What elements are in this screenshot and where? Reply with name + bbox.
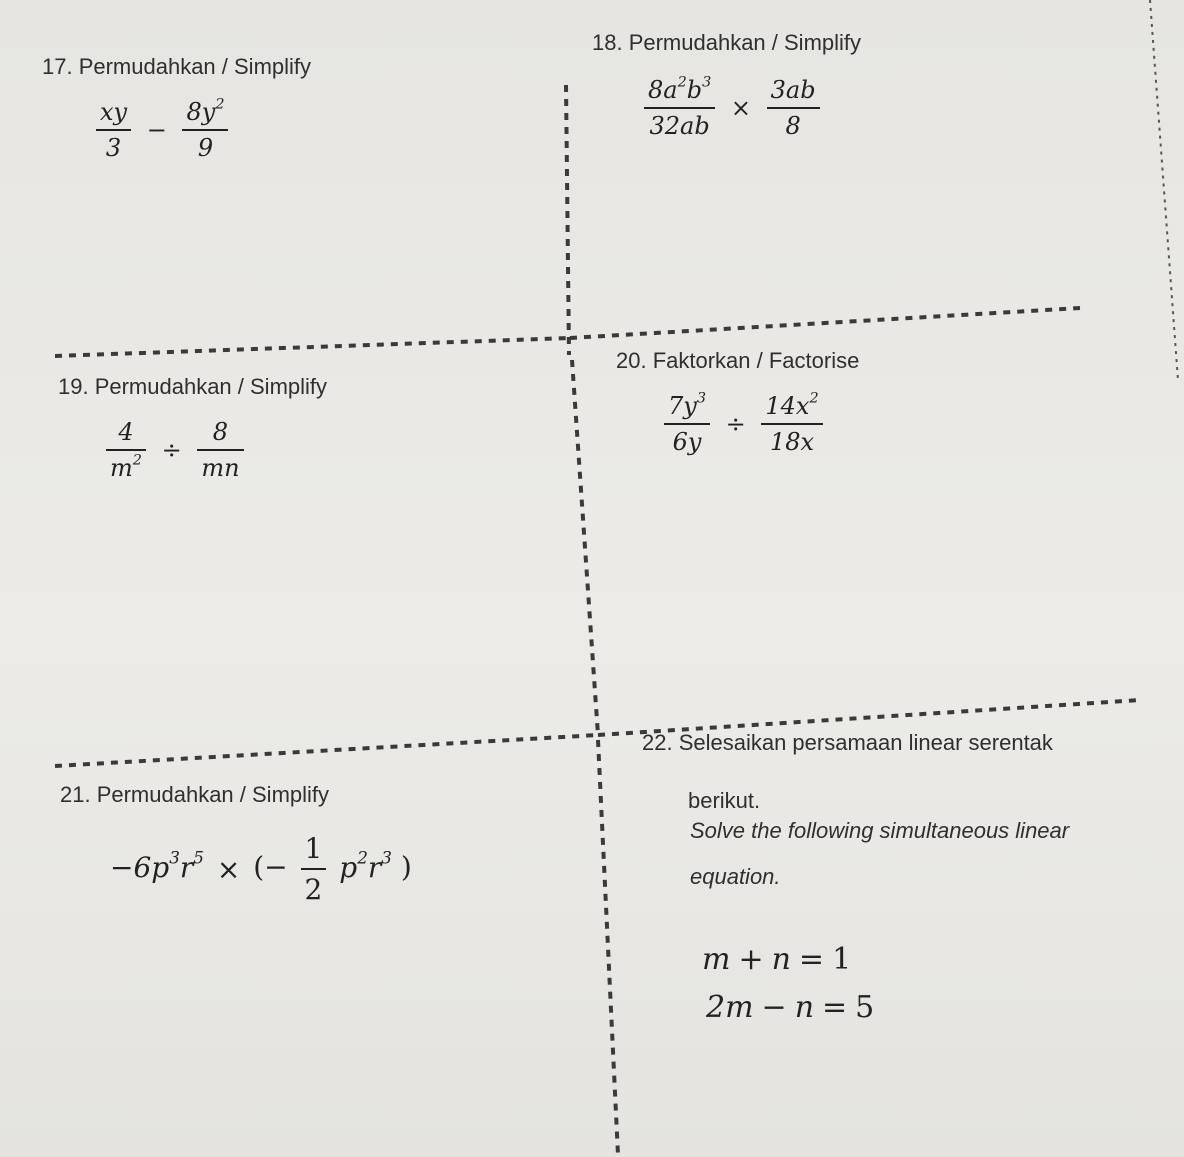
q18-denominator-1: 32ab (649, 112, 710, 140)
right-margin-line (1150, 0, 1178, 380)
q21-operator: × (216, 852, 241, 886)
q19-numerator-2: 8 (197, 418, 243, 451)
q21-close-paren: ) (400, 850, 412, 884)
q21-term-2: $p^2r^3$ (339, 847, 392, 884)
q22-equation-1: m + n = 1 (702, 942, 852, 977)
q18-numerator-2: 3ab (767, 76, 820, 109)
q21-expression (110, 832, 412, 906)
q20-title: 20. Faktorkan / Factorise (616, 348, 860, 373)
q18-denominator-2: 8 (785, 112, 801, 140)
q17-expression (92, 98, 232, 162)
q17-fraction-2 (182, 98, 228, 162)
horizontal-divider-left-1 (55, 338, 570, 356)
q20-numerator-1: $7y^3$ (664, 392, 710, 425)
q18-numerator-1: $8a^2b^3$ (644, 76, 715, 109)
q21-fraction (301, 832, 327, 906)
q20-denominator-1: 6y (672, 428, 702, 456)
q21-term-1: $-6p^3r^5$ (110, 847, 204, 884)
q17-title: 17. Permudahkan / Simplify (42, 54, 312, 79)
vertical-divider-bottom (598, 740, 618, 1155)
q20-fraction-2 (761, 392, 822, 456)
q19-fraction-1 (106, 418, 146, 482)
horizontal-divider-left-2 (55, 735, 598, 766)
q17-numerator-1: xy (96, 98, 131, 131)
q18-expression (640, 76, 824, 140)
q18-fraction-2 (767, 76, 820, 140)
vertical-divider-top (566, 85, 569, 355)
q22-title-line-1: 22. Selesaikan persamaan linear serentak (642, 730, 1053, 755)
q19-fraction-2 (197, 418, 243, 482)
q17-fraction-1 (96, 98, 131, 162)
q19-expression (102, 418, 248, 482)
q17-denominator-2: 9 (197, 134, 214, 162)
q20-operator: ÷ (725, 410, 746, 438)
q22-english-line-1: Solve the following simultaneous linear (690, 818, 1070, 843)
q19-denominator-2: mn (201, 454, 240, 482)
q20-numerator-2: $14x^2$ (761, 392, 822, 425)
q19-numerator-1: 4 (106, 418, 146, 451)
q21-open-paren: (− (253, 850, 288, 884)
q19-operator: ÷ (161, 436, 182, 464)
q22-title-line-2: berikut. (688, 788, 761, 813)
vertical-divider-middle (572, 360, 598, 735)
q18-fraction-1 (644, 76, 715, 140)
q21-fraction-denominator: 2 (304, 873, 323, 906)
q22-english-line-2: equation. (690, 864, 781, 889)
q20-fraction-1 (664, 392, 710, 456)
q22-equation-2: 2m − n = 5 (706, 990, 875, 1025)
horizontal-divider-right-1 (570, 308, 1080, 338)
q20-expression (660, 392, 827, 456)
q19-title: 19. Permudahkan / Simplify (58, 374, 328, 399)
q21-fraction-numerator: 1 (301, 832, 327, 870)
q21-title: 21. Permudahkan / Simplify (60, 782, 330, 807)
q19-denominator-1: $m^2$ (110, 452, 142, 482)
q18-operator: × (730, 94, 752, 122)
q17-numerator-2: $8y^2$ (182, 98, 228, 131)
q20-denominator-2: 18x (769, 428, 815, 456)
q17-denominator-1: 3 (105, 134, 122, 162)
q17-operator: − (146, 116, 167, 144)
q18-title: 18. Permudahkan / Simplify (592, 30, 862, 55)
